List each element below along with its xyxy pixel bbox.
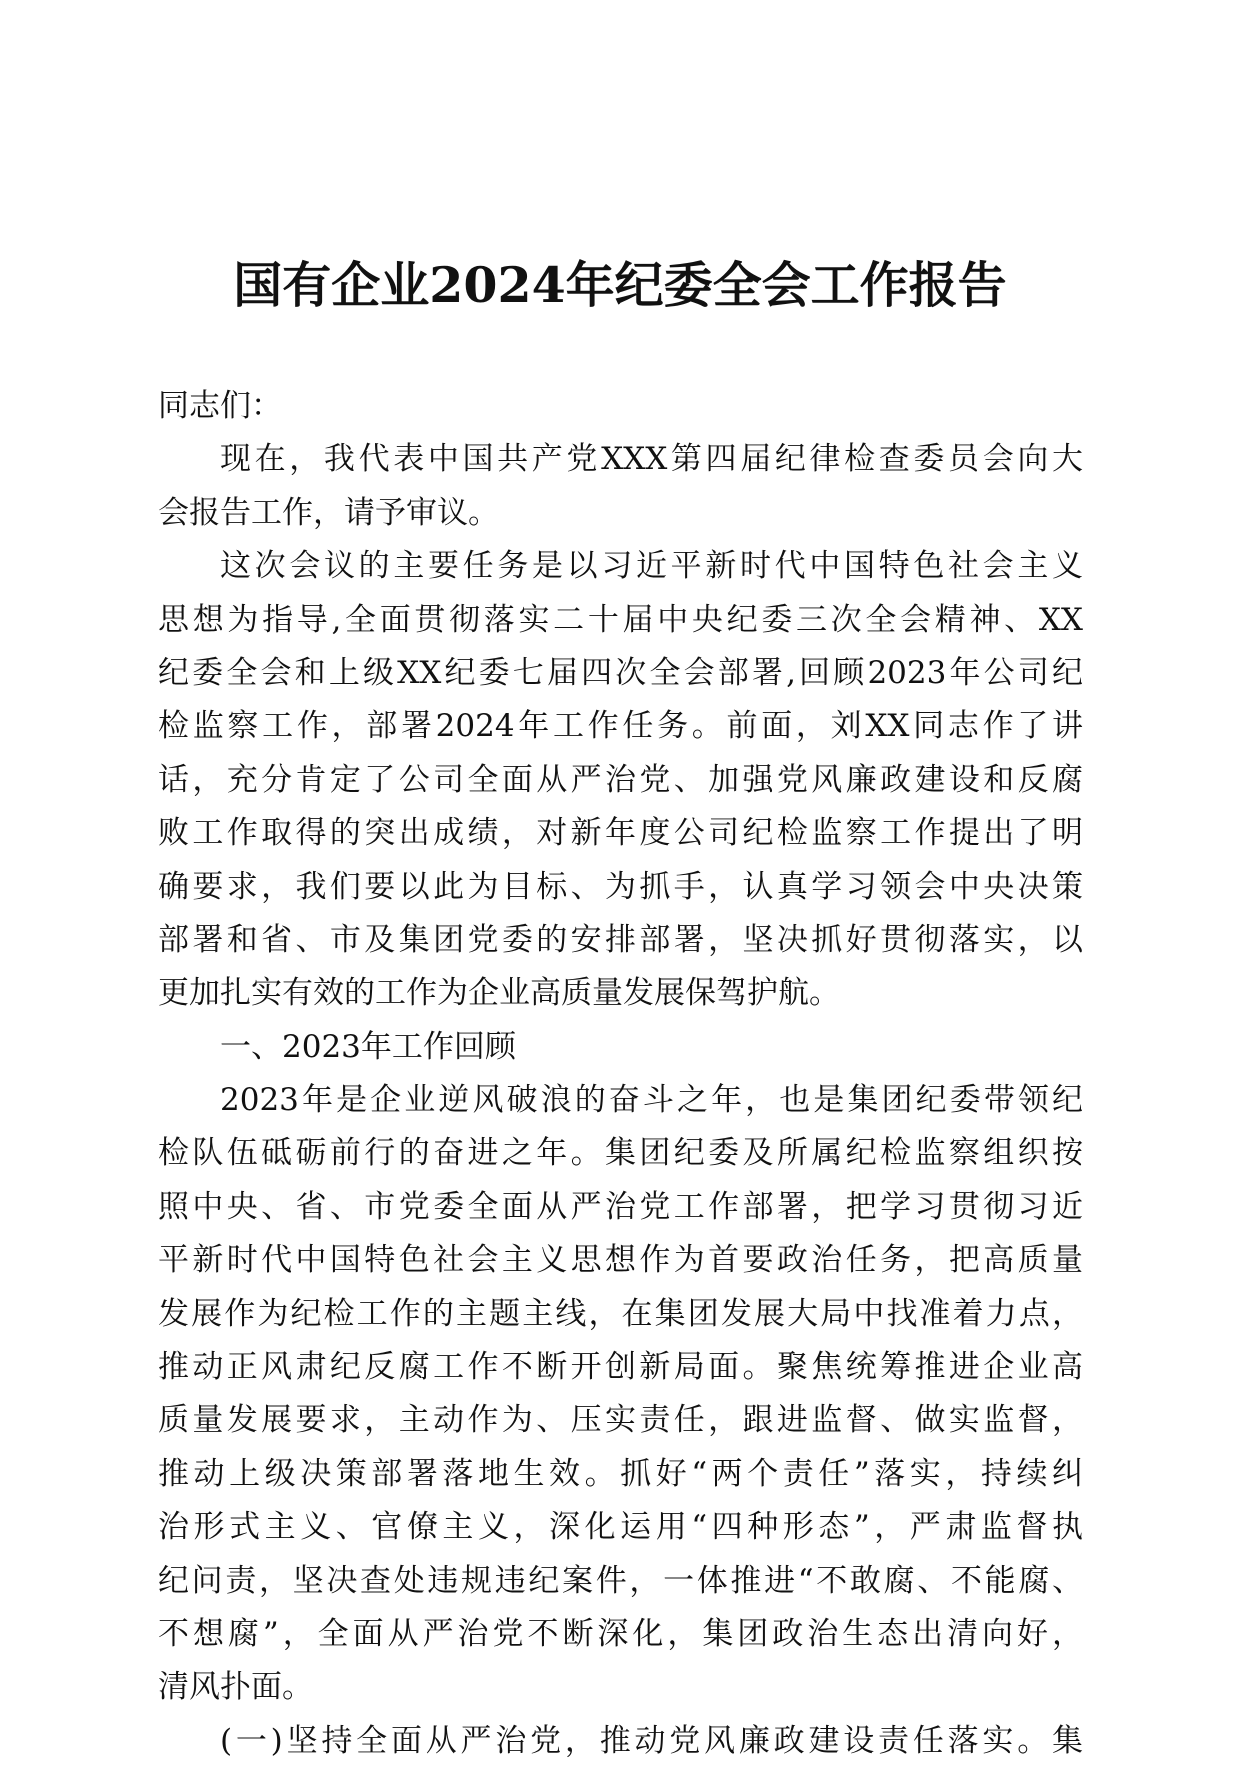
text-line: (一)坚持全面从严治党，推动党风廉政建设责任落实。集 xyxy=(220,1722,1083,1759)
text-line: 治形式主义、官僚主义，深化运用“四种形态”，严肃监督执 xyxy=(158,1509,1083,1546)
text-line: 纪问责，坚决查处违规违纪案件，一体推进“不敢腐、不能腐、 xyxy=(158,1562,1083,1599)
text-line: 更加扎实有效的工作为企业高质量发展保驾护航。 xyxy=(158,975,840,1012)
text-line: 话，充分肯定了公司全面从严治党、加强党风廉政建设和反腐 xyxy=(158,761,1083,798)
text-line: 照中央、省、市党委全面从严治党工作部署，把学习贯彻习近 xyxy=(158,1188,1083,1225)
document-body xyxy=(158,380,1083,1768)
text-line: 质量发展要求，主动作为、压实责任，跟进监督、做实监督， xyxy=(158,1402,1083,1439)
text-line: 推动正风肃纪反腐工作不断开创新局面。聚焦统筹推进企业高 xyxy=(158,1349,1083,1386)
text-line: 不想腐”，全面从严治党不断深化，集团政治生态出清向好， xyxy=(158,1615,1083,1652)
text-line: 推动上级决策部署落地生效。抓好“两个责任”落实，持续纠 xyxy=(158,1455,1083,1492)
text-line: 平新时代中国特色社会主义思想作为首要政治任务，把高质量 xyxy=(158,1242,1083,1279)
document-title: 国有企业2024年纪委全会工作报告 xyxy=(233,256,1007,314)
text-line: 同志们： xyxy=(158,388,282,424)
text-line: 检队伍砥砺前行的奋进之年。集团纪委及所属纪检监察组织按 xyxy=(158,1135,1083,1172)
text-line: 一、2023年工作回顾 xyxy=(220,1028,516,1065)
text-line: 清风扑面。 xyxy=(158,1669,313,1706)
text-line: 2023年是企业逆风破浪的奋斗之年，也是集团纪委带领纪 xyxy=(220,1082,1083,1119)
text-line: 会报告工作，请予审议。 xyxy=(158,494,499,531)
text-line: 思想为指导,全面贯彻落实二十届中央纪委三次全会精神、XX xyxy=(158,601,1083,638)
text-line: 这次会议的主要任务是以习近平新时代中国特色社会主义 xyxy=(220,548,1083,585)
text-line: 发展作为纪检工作的主题主线，在集团发展大局中找准着力点， xyxy=(158,1295,1083,1332)
text-line: 败工作取得的突出成绩，对新年度公司纪检监察工作提出了明 xyxy=(158,815,1083,852)
text-line: 确要求，我们要以此为目标、为抓手，认真学习领会中央决策 xyxy=(158,868,1083,905)
text-line: 纪委全会和上级XX纪委七届四次全会部署,回顾2023年公司纪 xyxy=(158,654,1083,691)
text-line: 检监察工作，部署2024年工作任务。前面，刘XX同志作了讲 xyxy=(158,708,1083,745)
text-line: 现在，我代表中国共产党XXX第四届纪律检查委员会向大 xyxy=(220,441,1083,478)
text-line: 部署和省、市及集团党委的安排部署，坚决抓好贯彻落实，以 xyxy=(158,921,1083,958)
